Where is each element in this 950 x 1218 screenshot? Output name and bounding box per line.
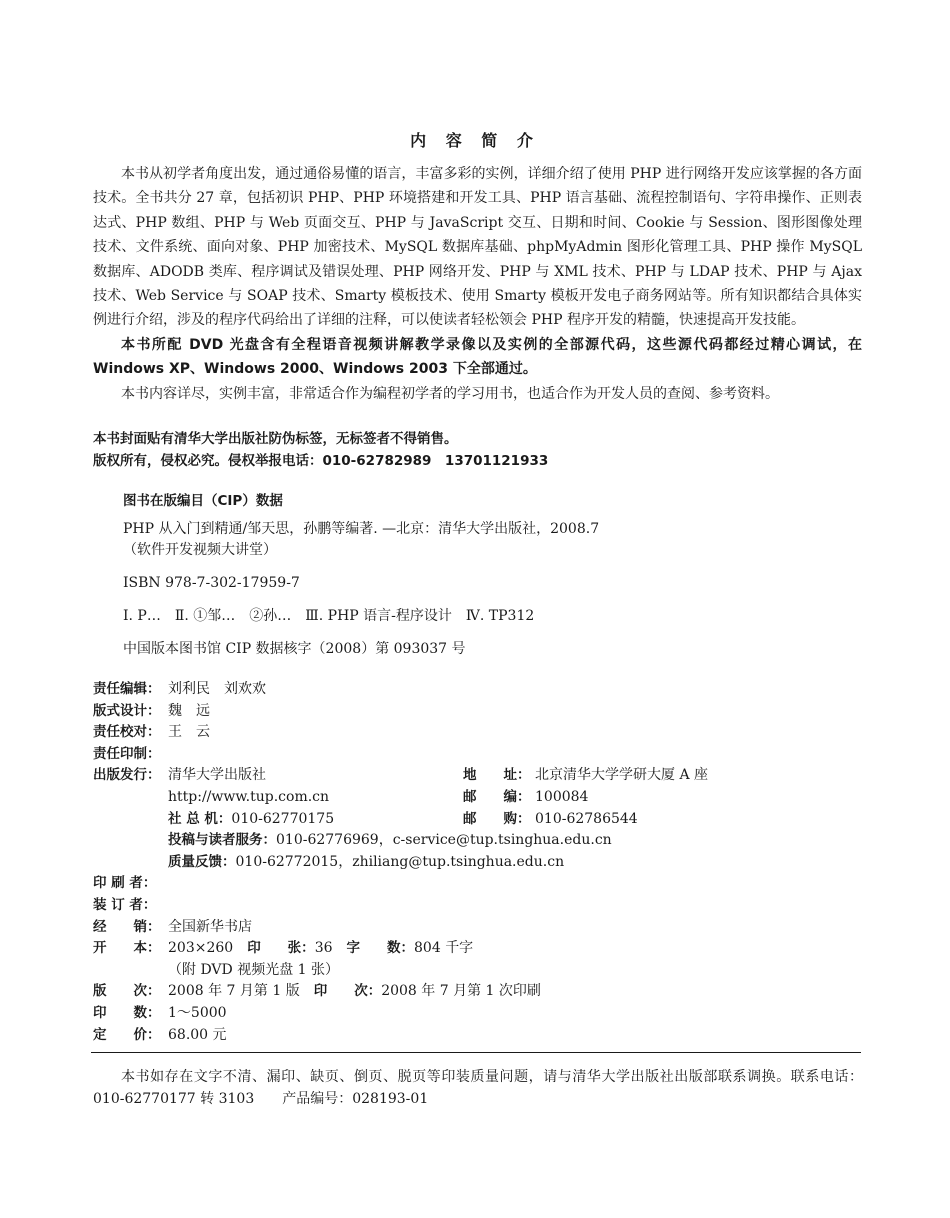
info-row-design bbox=[93, 701, 863, 723]
publication-info bbox=[93, 679, 863, 1046]
proof-label: 责任校对： bbox=[93, 724, 161, 741]
publisher-label: 出版发行： bbox=[93, 767, 161, 784]
submit-label: 投稿与读者服务： bbox=[168, 832, 276, 849]
info-row-binder bbox=[93, 895, 863, 917]
info-row-copies bbox=[93, 1003, 863, 1025]
edition-value: 2008 年 7 月第 1 版 bbox=[168, 983, 300, 1000]
rights-reserved-notice: 版权所有，侵权必究。侵权举报电话：010-62782989 13701121933 bbox=[93, 453, 549, 469]
feedback-label: 质量反馈： bbox=[168, 853, 236, 870]
design-label: 版式设计： bbox=[93, 702, 161, 719]
editor-value: 刘利民 刘欢欢 bbox=[168, 681, 266, 697]
binder-label: 装 订 者： bbox=[93, 896, 157, 913]
cip-title-line: PHP 从入门到精通/邹天思，孙鹏等编著. —北京：清华大学出版社，2008.7 bbox=[123, 521, 600, 537]
words-value: 804 千字 bbox=[414, 940, 474, 957]
distributor-label: 经 销： bbox=[93, 918, 161, 935]
footer-divider bbox=[91, 1052, 861, 1053]
feedback-value: 010-62772015，zhiliang@tup.tsinghua.edu.cn bbox=[235, 853, 565, 870]
publisher-value: 清华大学出版社 bbox=[168, 767, 266, 784]
quality-footer bbox=[93, 1066, 863, 1110]
printing-value: 2008 年 7 月第 1 次印刷 bbox=[381, 983, 541, 1000]
info-row-edition bbox=[93, 981, 863, 1003]
distributor-value: 全国新华书店 bbox=[168, 918, 252, 935]
phone-line bbox=[168, 809, 334, 831]
info-row-distributor bbox=[93, 917, 863, 939]
copyright-notice bbox=[93, 428, 862, 472]
words-label: 字 数： bbox=[346, 940, 415, 957]
submit-line bbox=[168, 830, 612, 852]
info-row-print-manager bbox=[93, 744, 863, 766]
print-manager-label: 责任印制： bbox=[93, 745, 161, 762]
price-value: 68.00 元 bbox=[168, 1026, 227, 1043]
sheets-value: 36 bbox=[314, 940, 333, 957]
phone-label: 社 总 机： bbox=[168, 810, 232, 827]
website-value: http://www.tup.com.cn bbox=[168, 788, 330, 805]
cip-classification: Ⅰ. P… Ⅱ. ①邹… ②孙… Ⅲ. PHP 语言-程序设计 Ⅳ. TP312 bbox=[123, 608, 535, 624]
info-row-submit bbox=[93, 830, 863, 852]
info-row-attachment bbox=[93, 960, 863, 982]
cip-library-number: 中国版本图书馆 CIP 数据核字（2008）第 093037 号 bbox=[123, 641, 466, 657]
footer-text: 本书如存在文字不清、漏印、缺页、倒页、脱页等印装质量问题，请与清华大学出版社出版部联系调换。联系电话：010-62770177 转 3103 产品编号：028193-01 bbox=[93, 1069, 863, 1107]
cip-heading: 图书在版编目（CIP）数据 bbox=[123, 493, 283, 509]
info-row-proof bbox=[93, 722, 863, 744]
mailorder-value: 010-62786544 bbox=[535, 810, 638, 827]
edition-specs bbox=[168, 981, 541, 1003]
summary-paragraph: 本书从初学者角度出发，通过通俗易懂的语言，丰富多彩的实例，详细介绍了使用 PHP 进行网络开发应该掌握的各方面技术。全书共分 27 章，包括初识 PHP、PHP 环境搭建和开发工具、PHP 语言基础、流程控制语句、字符串操作、正则表达式、PHP 数组、PHP 与 Web 页面交互、PHP 与 JavaScript 交互、日期和时间、Cookie 与 Session、图形图像处理技术、文件系统、面向对象、PHP 加密技术、MySQL 数据库基础、phpMyAdmin 图形化管理工具、PHP 操作 MySQL 数据库、ADODB 类库、程序调试及错误处理、PHP 网络开发、PHP 与 XML 技术、PHP 与 LDAP 技术、PHP 与 Ajax 技术、Web Service 与 SOAP 技术、Smarty 模板技术、使用 Smarty 模板开发电子商务网站等。所有知识都结合具体实例进行介绍，涉及的程序代码给出了详细的注释，可以使读者轻松领会 PHP 程序开发的精髓，快速提高开发技能。 bbox=[93, 166, 862, 329]
audience-paragraph: 本书内容详尽，实例丰富，非常适合作为编程初学者的学习用书，也适合作为开发人员的查阅、参考资料。 bbox=[121, 385, 779, 402]
submit-value: 010-62776969，c-service@tup.tsinghua.edu.cn bbox=[276, 832, 612, 849]
mailorder-label: 邮 购： bbox=[463, 810, 531, 827]
format-label: 开 本： bbox=[93, 940, 161, 957]
postcode-value: 100084 bbox=[535, 788, 589, 805]
attachment-value: （附 DVD 视频光盘 1 张） bbox=[168, 961, 340, 978]
info-row-website bbox=[93, 787, 863, 809]
price-label: 定 价： bbox=[93, 1026, 161, 1043]
format-specs bbox=[168, 938, 473, 960]
info-row-price bbox=[93, 1025, 863, 1047]
copies-label: 印 数： bbox=[93, 1004, 161, 1021]
info-row-format bbox=[93, 938, 863, 960]
copies-value: 1～5000 bbox=[168, 1004, 227, 1021]
postcode-label: 邮 编： bbox=[463, 788, 531, 805]
info-row-printer bbox=[93, 873, 863, 895]
anti-counterfeit-notice: 本书封面贴有清华大学出版社防伪标签，无标签者不得销售。 bbox=[93, 431, 458, 447]
address-value: 北京清华大学学研大厦 A 座 bbox=[535, 767, 709, 784]
cip-data bbox=[123, 489, 863, 660]
cip-isbn: ISBN 978-7-302-17959-7 bbox=[123, 575, 300, 591]
design-value: 魏 远 bbox=[168, 702, 210, 719]
info-row-phone bbox=[93, 809, 863, 831]
phone-value: 010-62770175 bbox=[231, 810, 335, 827]
sheets-label: 印 张： bbox=[247, 940, 315, 957]
printer-label: 印 刷 者： bbox=[93, 875, 157, 892]
edition-label: 版 次： bbox=[93, 983, 161, 1000]
address-label: 地 址： bbox=[463, 767, 531, 784]
printing-label: 印 次： bbox=[313, 983, 382, 1000]
editor-label: 责任编辑： bbox=[93, 681, 161, 697]
info-row-publisher bbox=[93, 765, 863, 787]
format-value: 203×260 bbox=[168, 940, 234, 957]
info-row-editor bbox=[93, 679, 863, 701]
dvd-note-paragraph: 本书所配 DVD 光盘含有全程语音视频讲解教学录像以及实例的全部源代码，这些源代码都经过精心调试，在 Windows XP、Windows 2000、Windows 2003 下全部通过。 bbox=[93, 336, 862, 378]
info-row-feedback bbox=[93, 852, 863, 874]
content-summary bbox=[93, 162, 862, 406]
cip-series-line: （软件开发视频大讲堂） bbox=[123, 542, 277, 558]
page-title: 内 容 简 介 bbox=[410, 131, 540, 150]
proof-value: 王 云 bbox=[168, 724, 210, 741]
feedback-line bbox=[168, 852, 564, 874]
